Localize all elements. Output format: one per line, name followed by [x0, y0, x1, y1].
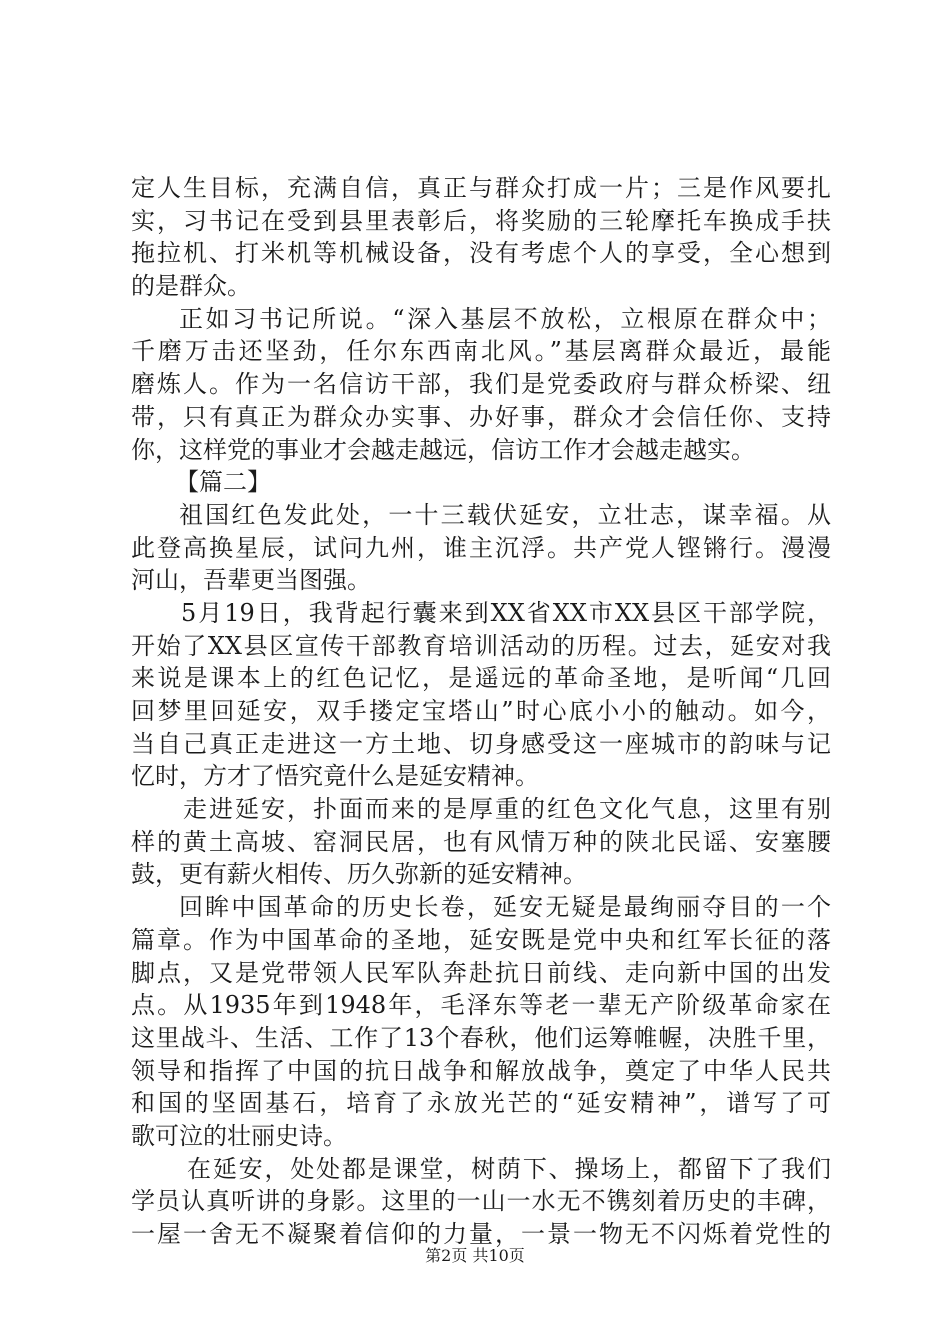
text-line: 回梦里回延安，双手搂定宝塔山”时心底小小的触动。如今， — [131, 697, 831, 725]
text-line: 学员认真听讲的身影。这里的一山一水无不镌刻着历史的丰碑， — [131, 1187, 831, 1216]
text-line: 脚点，又是党带领人民军队奔赴抗日前线、走向新中国的出发 — [131, 958, 831, 987]
text-line: 带，只有真正为群众办实事、办好事，群众才会信任你、支持 — [131, 402, 831, 431]
text-line: 5月19日，我背起行囊来到XX省XX市XX县区干部学院， — [181, 598, 831, 627]
text-line: 定人生目标，充满自信，真正与群众打成一片；三是作风要扎 — [131, 174, 831, 202]
text-line: 篇章。作为中国革命的圣地，延安既是党中央和红军长征的落 — [131, 925, 831, 954]
section-heading: 【篇二】 — [175, 468, 271, 497]
page-number: 第2页 共10页 — [425, 1246, 525, 1265]
text-line: 走进延安，扑面而来的是厚重的红色文化气息，这里有别 — [183, 795, 831, 824]
text-line: 点。从1935年到1948年，毛泽东等老一辈无产阶级革命家在 — [131, 991, 831, 1020]
text-line: 千磨万击还坚劲，任尔东西南北风。”基层离群众最近，最能 — [131, 337, 831, 366]
text-line: 鼓，更有薪火相传、历久弥新的延安精神。 — [131, 860, 587, 889]
text-line: 回眸中国革命的历史长卷，延安无疑是最绚丽夺目的一个 — [179, 893, 831, 922]
text-line: 一屋一舍无不凝聚着信仰的力量，一景一物无不闪烁着党性的 — [131, 1220, 831, 1248]
text-line: 领导和指挥了中国的抗日战争和解放战争，奠定了中华人民共 — [131, 1056, 831, 1085]
text-line: 在延安，处处都是课堂，树荫下、操场上，都留下了我们 — [187, 1154, 831, 1183]
text-line: 实，习书记在受到县里表彰后，将奖励的三轮摩托车换成手扶 — [131, 206, 831, 235]
text-line: 河山，吾辈更当图强。 — [131, 566, 371, 595]
text-line: 你，这样党的事业才会越走越远，信访工作才会越走越实。 — [131, 435, 755, 464]
text-line: 拖拉机、打米机等机械设备，没有考虑个人的享受，全心想到 — [131, 239, 831, 268]
text-line: 这里战斗、生活、工作了13个春秋，他们运筹帷幄，决胜千里， — [131, 1023, 831, 1052]
text-line: 忆时，方才了悟究竟什么是延安精神。 — [131, 762, 539, 791]
text-line: 和国的坚固基石，培育了永放光芒的“延安精神”，谱写了可 — [131, 1089, 831, 1118]
text-line: 歌可泣的壮丽史诗。 — [131, 1121, 347, 1150]
text-line: 当自己真正走进这一方土地、切身感受这一座城市的韵味与记 — [131, 729, 831, 758]
text-line: 祖国红色发此处，一十三载伏延安，立壮志，谋幸福。从 — [179, 500, 831, 529]
text-line: 磨炼人。作为一名信访干部，我们是党委政府与群众桥梁、纽 — [131, 370, 831, 399]
document-body — [131, 172, 831, 1251]
text-line: 此登高换星辰，试问九州，谁主沉浮。共产党人铿锵行。漫漫 — [131, 533, 831, 562]
text-line: 的是群众。 — [131, 272, 251, 301]
text-line: 样的黄土高坡、窑洞民居，也有风情万种的陕北民谣、安塞腰 — [131, 827, 831, 856]
text-line: 来说是课本上的红色记忆，是遥远的革命圣地，是听闻“几回 — [131, 664, 831, 693]
text-line: 开始了XX县区宣传干部教育培训活动的历程。过去，延安对我 — [131, 631, 831, 660]
text-line: 正如习书记所说。“深入基层不放松，立根原在群众中； — [179, 304, 831, 333]
